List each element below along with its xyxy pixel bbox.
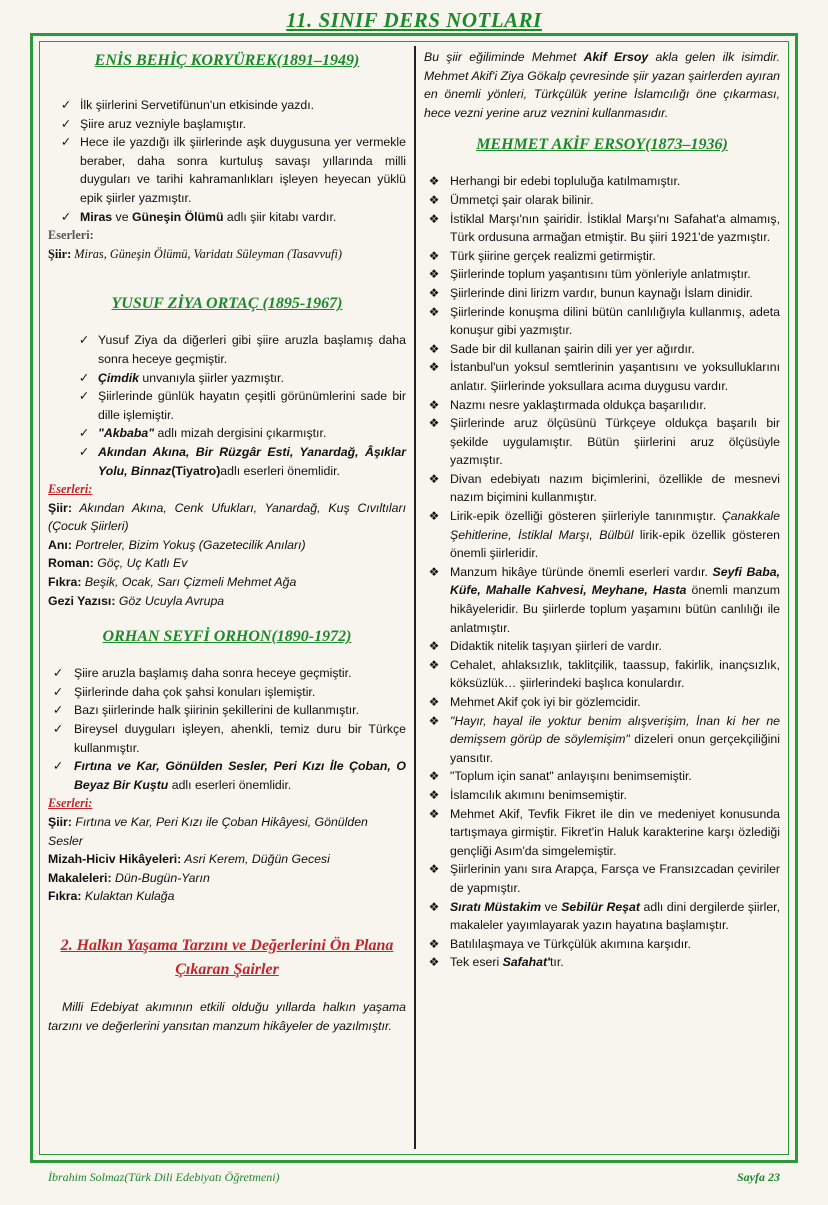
list-item: ❖ Tek eseri Safahat'tır. bbox=[424, 953, 780, 972]
works-line: Makaleleri: Dün-Bugün-Yarın bbox=[48, 870, 210, 885]
list-item: ❖ Mehmet Akif, Tevfik Fikret ile din ve medeniyet konusunda tartışmaya girmiştir. Fikret'in Haluk karakterine karşı özlediği gençliği Asım'da simgelemiştir. bbox=[424, 805, 780, 861]
list-item: ❖ Didaktik nitelik taşıyan şiirleri de vardır. bbox=[424, 637, 780, 656]
heading-mehmet-akif: MEHMET AKİF ERSOY(1873–1936) bbox=[476, 136, 728, 154]
check-icon: ✓ bbox=[60, 209, 72, 224]
list-item: ❖ İstiklal Marşı'nın şairidir. İstiklal Marşı'nı Safahat'a almamış, Türk ordusuna armağan etmiştir. Bu şiiri 1921'de yazmıştır. bbox=[424, 210, 780, 247]
list-item: ❖ Herhangi bir edebi topluluğa katılmamıştır. bbox=[424, 172, 780, 191]
diamond-bullet-icon: ❖ bbox=[428, 248, 440, 263]
diamond-bullet-icon: ❖ bbox=[428, 397, 440, 412]
list-item: ❖ Lirik-epik özelliği gösteren şiirleriyle tanınmıştır. Çanakkale Şehitlerine, İstiklal Marşı, Bülbül lirik-epik özellik gösteren önemli şiirleridir. bbox=[424, 507, 780, 563]
enis-list bbox=[48, 96, 406, 226]
list-item: ❖ Şiirlerinde toplum yaşantısını tüm yönleriyle anlatmıştır. bbox=[424, 265, 780, 284]
diamond-bullet-icon: ❖ bbox=[428, 564, 440, 579]
diamond-bullet-icon: ❖ bbox=[428, 192, 440, 207]
footer-author: İbrahim Solmaz(Türk Dili Edebiyatı Öğretmeni) bbox=[48, 1170, 280, 1184]
diamond-bullet-icon: ❖ bbox=[428, 936, 440, 951]
heading-yusuf-ziya: YUSUF ZİYA ORTAÇ (1895-1967) bbox=[111, 295, 343, 313]
footer-page-number: Sayfa 23 bbox=[737, 1170, 780, 1184]
check-icon: ✓ bbox=[52, 684, 64, 699]
check-icon: ✓ bbox=[60, 116, 72, 131]
akif-list bbox=[424, 172, 780, 972]
check-icon: ✓ bbox=[78, 370, 90, 385]
diamond-bullet-icon: ❖ bbox=[428, 416, 440, 431]
diamond-bullet-icon: ❖ bbox=[428, 285, 440, 300]
list-item: ❖ "Hayır, hayal ile yoktur benim alışverişim, İnan ki her ne demişsem görüp de söylemişim" dizeleri onun gerçekçiliğini yansıtır. bbox=[424, 712, 780, 768]
diamond-bullet-icon: ❖ bbox=[428, 787, 440, 802]
diamond-bullet-icon: ❖ bbox=[428, 769, 440, 784]
list-item: ❖ Divan edebiyatı nazım biçimlerini, özellikle de mesnevi nazım biçimini kullanmıştır. bbox=[424, 470, 780, 507]
check-icon: ✓ bbox=[60, 98, 72, 112]
list-item: ❖ İstanbul'un yoksul semtlerinin yaşantısını ve yoksulluklarını anlatır. Şiirlerinde yoksullara acıma duygusu vardır. bbox=[424, 358, 780, 395]
list-item: ✓ Şiirlerinde günlük hayatın çeşitli görünümlerini sade bir dille işlemiştir. bbox=[48, 387, 406, 424]
list-item: ❖ Sade bir dil kullanan şairin dili yer yer ağırdır. bbox=[424, 340, 780, 359]
list-item: ✓ Akından Akına, Bir Rüzgâr Esti, Yanardağ, Âşıklar Yolu, Binnaz(Tiyatro)adlı eserleri önemlidir. bbox=[48, 443, 406, 480]
diamond-bullet-icon: ❖ bbox=[428, 341, 440, 356]
list-item: ❖ Türk şiirine gerçek realizmi getirmiştir. bbox=[424, 247, 780, 266]
diamond-bullet-icon: ❖ bbox=[428, 657, 440, 672]
check-icon: ✓ bbox=[52, 722, 64, 737]
enis-poems: Şiir: Miras, Güneşin Ölümü, Varidatı Süleyman (Tasavvufi) bbox=[48, 246, 342, 261]
right-column bbox=[424, 48, 780, 972]
check-icon: ✓ bbox=[52, 703, 64, 718]
check-icon: ✓ bbox=[78, 333, 90, 348]
works-line: Şiir: Akından Akına, Cenk Ufukları, Yanardağ, Kuş Cıvıltıları (Çocuk Şiirleri) bbox=[48, 500, 406, 534]
diamond-bullet-icon: ❖ bbox=[428, 174, 440, 189]
list-item: ❖ Nazmı nesre yaklaştırmada oldukça başarılıdır. bbox=[424, 396, 780, 415]
diamond-bullet-icon: ❖ bbox=[428, 639, 440, 654]
list-item: ❖ İslamcılık akımını benimsemiştir. bbox=[424, 786, 780, 805]
diamond-bullet-icon: ❖ bbox=[428, 267, 440, 282]
diamond-bullet-icon: ❖ bbox=[428, 509, 440, 524]
list-item: ✓ Çimdik unvanıyla şiirler yazmıştır. bbox=[48, 369, 406, 388]
list-item: ✓ Miras ve Güneşin Ölümü adlı şiir kitabı vardır. bbox=[48, 208, 406, 227]
list-item: ✓ Hece ile yazdığı ilk şiirlerinde aşk duygusuna yer vermekle beraber, daha sonra kurtuluş savaşı yıllarında milli duyguları ve tarihi kahramanlıkları işleyen heyecan yüklü epik şiirler yazmıştır. bbox=[48, 133, 406, 207]
list-item: ❖ Sıratı Müstakim ve Sebilür Reşat adlı dini dergilerde şiirler, makaleler yayımlayarak yazın hayatına başlamıştır. bbox=[424, 898, 780, 935]
list-item: ✓ Bireysel duyguları işleyen, ahenkli, temiz duru bir Türkçe kullanmıştır. bbox=[48, 720, 406, 757]
check-icon: ✓ bbox=[78, 389, 90, 404]
diamond-bullet-icon: ❖ bbox=[428, 360, 440, 375]
list-item: ✓ Şiire aruzla başlamış daha sonra heceye geçmiştir. bbox=[48, 664, 406, 683]
list-item: ✓ İlk şiirlerini Servetifünun'un etkisinde yazdı. bbox=[48, 96, 406, 115]
works-line: Fıkra: Kulaktan Kulağa bbox=[48, 889, 175, 904]
works-label: Eserleri: bbox=[48, 796, 93, 811]
list-item: ✓ Yusuf Ziya da diğerleri gibi şiire aruzla başlamış daha sonra heceye geçmiştir. bbox=[48, 331, 406, 368]
list-item: ❖ Şiirlerinde dini lirizm vardır, bunun kaynağı İslam dinidir. bbox=[424, 284, 780, 303]
list-item: ❖ Şiirlerinde aruz ölçüsünü Türkçeye oldukça başarılı bir şekilde uygulamıştır. Bütün şiirlerini aruz ölçüsüyle yazmıştır. bbox=[424, 414, 780, 470]
works-line: Mizah-Hiciv Hikâyeleri: Asri Kerem, Düğün Gecesi bbox=[48, 852, 330, 867]
page-title: 11. SINIF DERS NOTLARI bbox=[286, 8, 542, 32]
list-item: ✓ Fırtına ve Kar, Gönülden Sesler, Peri Kızı İle Çoban, O Beyaz Bir Kuştu adlı eserleri önemlidir. bbox=[48, 757, 406, 794]
works-line: Fıkra: Beşik, Ocak, Sarı Çizmeli Mehmet Ağa bbox=[48, 575, 297, 590]
column-divider bbox=[414, 46, 416, 1149]
works-line: Roman: Göç, Uç Katlı Ev bbox=[48, 556, 188, 571]
list-item: ❖ Manzum hikâye türünde önemli eserleri vardır. Seyfi Baba, Küfe, Mahalle Kahvesi, Meyhane, Hasta önemli manzum hikâyeleridir. Bu şiirlerde toplum yaşamını bütün canlılığı ile anlatmıştır. bbox=[424, 563, 780, 637]
list-item: ❖ Şiirlerinin yanı sıra Arapça, Farsça ve Fransızcadan çeviriler de yapmıştır. bbox=[424, 860, 780, 897]
list-item: ❖ Şiirlerinde konuşma dilini bütün canlılığıyla kullanmış, adeta konuşur gibi yazmıştır. bbox=[424, 303, 780, 340]
yusuf-list bbox=[48, 331, 406, 480]
list-item: ❖ Batılılaşmaya ve Türkçülük akımına karşıdır. bbox=[424, 935, 780, 954]
works-label: Eserleri: bbox=[48, 228, 94, 243]
diamond-bullet-icon: ❖ bbox=[428, 806, 440, 821]
orhan-list bbox=[48, 664, 406, 794]
diamond-bullet-icon: ❖ bbox=[428, 304, 440, 319]
diamond-bullet-icon: ❖ bbox=[428, 695, 440, 709]
check-icon: ✓ bbox=[52, 759, 64, 774]
works-label: Eserleri: bbox=[48, 482, 93, 497]
section-2-text: Milli Edebiyat akımının etkili olduğu yıllarda halkın yaşama tarzını ve değerlerini yansıtan manzum hikâyeler de yazılmıştır. bbox=[48, 999, 406, 1033]
diamond-bullet-icon: ❖ bbox=[428, 955, 440, 970]
works-line: Şiir: Fırtına ve Kar, Peri Kızı ile Çoban Hikâyesi, Gönülden Sesler bbox=[48, 815, 368, 848]
diamond-bullet-icon: ❖ bbox=[428, 211, 440, 226]
list-item: ✓ "Akbaba" adlı mizah dergisini çıkarmıştır. bbox=[48, 424, 406, 443]
list-item: ❖ Ümmetçi şair olarak bilinir. bbox=[424, 191, 780, 210]
check-icon: ✓ bbox=[52, 666, 64, 681]
diamond-bullet-icon: ❖ bbox=[428, 862, 440, 877]
check-icon: ✓ bbox=[78, 426, 90, 441]
diamond-bullet-icon: ❖ bbox=[428, 471, 440, 486]
works-line: Anı: Portreler, Bizim Yokuş (Gazetecilik Anıları) bbox=[48, 537, 306, 552]
heading-orhan-seyfi: ORHAN SEYFİ ORHON(1890-1972) bbox=[102, 628, 352, 646]
list-item: ✓ Bazı şiirlerinde halk şiirinin şekillerini de kullanmıştır. bbox=[48, 701, 406, 720]
list-item: ✓ Şiirlerinde daha çok şahsi konuları işlemiştir. bbox=[48, 683, 406, 702]
left-column bbox=[48, 48, 406, 1035]
heading-enis-behic: ENİS BEHİÇ KORYÜREK(1891–1949) bbox=[94, 52, 360, 69]
list-item: ❖ Mehmet Akif çok iyi bir gözlemcidir. bbox=[424, 693, 780, 712]
check-icon: ✓ bbox=[78, 444, 90, 459]
diamond-bullet-icon: ❖ bbox=[428, 899, 440, 914]
check-icon: ✓ bbox=[60, 135, 72, 150]
list-item: ❖ Cehalet, ahlaksızlık, taklitçilik, taassup, fakirlik, inançsızlık, köksüzlük… şiirlerindeki başlıca konulardır. bbox=[424, 656, 780, 693]
heading-section-2: 2. Halkın Yaşama Tarzını ve Değerlerini Ön Plana Çıkaran Şairler bbox=[60, 936, 394, 978]
list-item: ❖ "Toplum için sanat" anlayışını benimsemiştir. bbox=[424, 767, 780, 786]
diamond-bullet-icon: ❖ bbox=[428, 713, 440, 728]
akif-intro: Bu şiir eğiliminde Mehmet Akif Ersoy akla gelen ilk isimdir. Mehmet Akif'i Ziya Gökalp çevresinde şiir yazan şairlerden ayıran en önemli yönleri, Türkçülük yerine İslamcılığı öne çıkarması, hece vezni yerine aruz veznini kullanmasıdır. bbox=[424, 50, 781, 120]
works-line: Gezi Yazısı: Göz Ucuyla Avrupa bbox=[48, 593, 225, 608]
list-item: ✓ Şiire aruz vezniyle başlamıştır. bbox=[48, 115, 406, 134]
